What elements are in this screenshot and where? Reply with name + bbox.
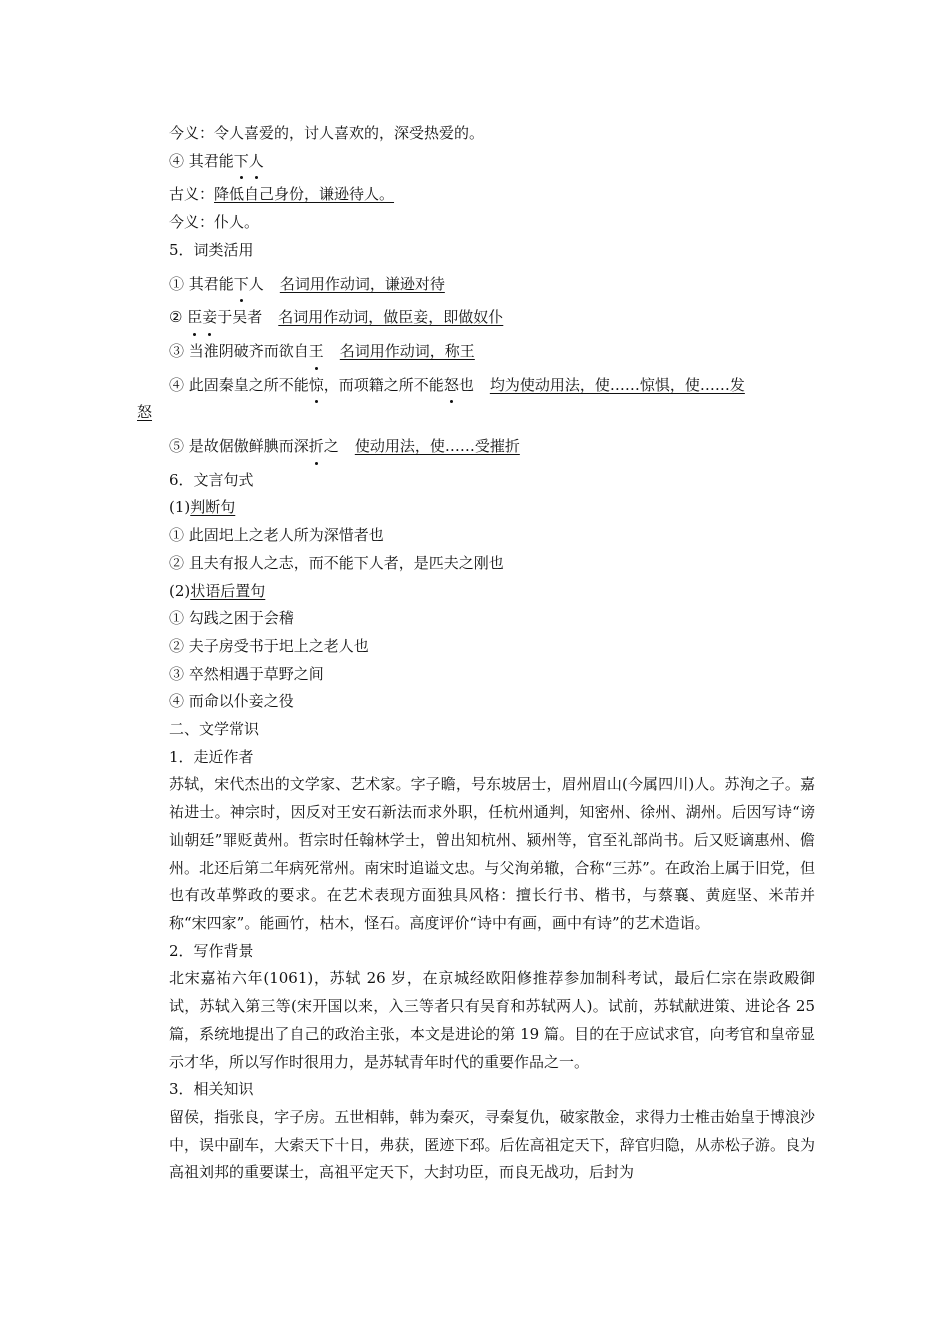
sentence-item: ① 勾践之困于会稽: [169, 609, 294, 628]
usage-item-text: 之: [323, 437, 339, 456]
ancient-meaning-line: [137, 181, 815, 209]
dotted-char: 下: [234, 148, 249, 176]
example-item-4: [137, 148, 815, 176]
sentence-item: ② 且夫有报人之志，而不能下人者，是匹夫之刚也: [169, 553, 504, 572]
part-2-title: 二、文学常识: [169, 720, 260, 739]
knowledge-1-paragraph: 苏轼，宋代杰出的文学家、艺术家。字子瞻，号东坡居士，眉州眉山(今属四川)人。苏洵之子。嘉祐进士。神宗时，因反对王安石新法而求外职，任杭州通判，知密州、徐州、湖州。后因写诗“谤讪朝廷”罪贬黄州。哲宗时任翰林学士，曾出知杭州、颍州等，官至礼部尚书。后又贬谪惠州、儋州。北还后第二年病死常州。南宋时追谥文忠。与父洵弟辙，合称“三苏”。在政治上属于旧党，但也有改革弊政的要求。在艺术表现方面独具风格：擅长行书、楷书，与蔡襄、黄庭坚、米芾并称“宋四家”。能画竹，枯木，怪石。高度评价“诗中有画，画中有诗”的艺术造诣。: [169, 775, 815, 932]
subsection-answer: 判断句: [190, 498, 236, 517]
usage-answer: 名词用作动词，称王: [339, 341, 475, 360]
usage-item-3: [137, 338, 815, 366]
sentence-item: ① 此固圯上之老人所为深惜者也: [169, 526, 384, 545]
dotted-char: 妾: [202, 304, 217, 332]
sentence-item: ③ 卒然相遇于草野之间: [169, 664, 324, 683]
knowledge-2-title: 2．写作背景: [169, 941, 254, 960]
ancient-meaning-label: 古义：: [169, 185, 215, 204]
document-page: [137, 120, 815, 1187]
usage-item-1: [137, 271, 815, 299]
knowledge-3-title: 3．相关知识: [169, 1080, 254, 1099]
subsection-answer: 状语后置句: [190, 581, 266, 600]
usage-answer: 使动用法，使……受摧折: [354, 437, 520, 456]
usage-item-4-continued: [137, 399, 815, 427]
usage-answer: 名词用作动词，谦逊对待: [279, 274, 445, 293]
subsection-number: (1): [169, 498, 191, 517]
usage-answer: 均为使动用法，使……惊惧，使……发: [489, 375, 745, 394]
usage-item-text: ④ 此固秦皇之所不能: [169, 375, 309, 394]
section-5-title: 5．词类活用: [169, 240, 254, 259]
usage-item-4: [137, 372, 815, 400]
dotted-char: 下: [234, 271, 249, 299]
dotted-char: 折: [309, 433, 324, 461]
usage-item-2: [137, 304, 815, 332]
usage-item-text: ②: [169, 308, 188, 327]
modern-meaning-line: 今义：令人喜爱的，讨人喜欢的，深受热爱的。: [169, 124, 485, 142]
usage-item-text: 也: [458, 375, 474, 394]
usage-answer: 名词用作动词，做臣妾，即做奴仆: [278, 308, 504, 327]
usage-item-text: ⑤ 是故倨傲鲜腆而深: [169, 437, 309, 456]
usage-item-text: 于吴者: [217, 308, 263, 327]
dotted-char: 王: [309, 338, 324, 366]
example-item-4-text: ④ 其君能: [169, 151, 234, 170]
subsection-number: (2): [169, 581, 191, 600]
ancient-meaning-answer: 降低自己身份，谦逊待人。: [214, 185, 395, 204]
usage-answer-continued: 怒: [137, 403, 153, 422]
section-6-title: 6．文言句式: [169, 470, 254, 489]
knowledge-2-paragraph: 北宋嘉祐六年(1061)，苏轼 26 岁，在京城经欧阳修推荐参加制科考试，最后仁宗在崇政殿御试，苏轼入第三等(宋开国以来，入三等者只有吴育和苏轼两人)。试前，苏轼献进策、进论各 25 篇，系统地提出了自己的政治主张，本文是进论的第 19 篇。目的在于应试求官，向考官和皇帝显示才华，所以写作时很用力，是苏轼青年时代的重要作品之一。: [169, 969, 815, 1071]
dotted-char: 怒: [444, 372, 459, 400]
modern-meaning-line-2: 今义：仆人。: [169, 213, 260, 232]
dotted-char: 臣: [187, 304, 202, 332]
dotted-char: 人: [249, 148, 264, 176]
sentence-item: ② 夫子房受书于圯上之老人也: [169, 636, 369, 655]
dotted-char: 惊: [309, 372, 324, 400]
usage-item-text: ，而项籍之所不能: [323, 375, 444, 394]
usage-item-text: 人: [248, 274, 264, 293]
subsection-1-title: [137, 494, 815, 522]
usage-item-5: [137, 433, 815, 461]
usage-item-text: ③ 当淮阴破齐而欲自: [169, 341, 309, 360]
knowledge-1-title: 1．走近作者: [169, 747, 254, 766]
knowledge-3-paragraph: 留侯，指张良，字子房。五世相韩，韩为秦灭，寻秦复仇，破家散金，求得力士椎击始皇于博浪沙中，误中副车，大索天下十日，弗获，匿迹下邳。后佐高祖定天下，辞官归隐，从赤松子游。良为高祖刘邦的重要谋士，高祖平定天下，大封功臣，而良无战功，后封为: [169, 1107, 815, 1182]
subsection-2-title: [137, 578, 815, 606]
usage-item-text: ① 其君能: [169, 274, 234, 293]
sentence-item: ④ 而命以仆妾之役: [169, 692, 294, 711]
